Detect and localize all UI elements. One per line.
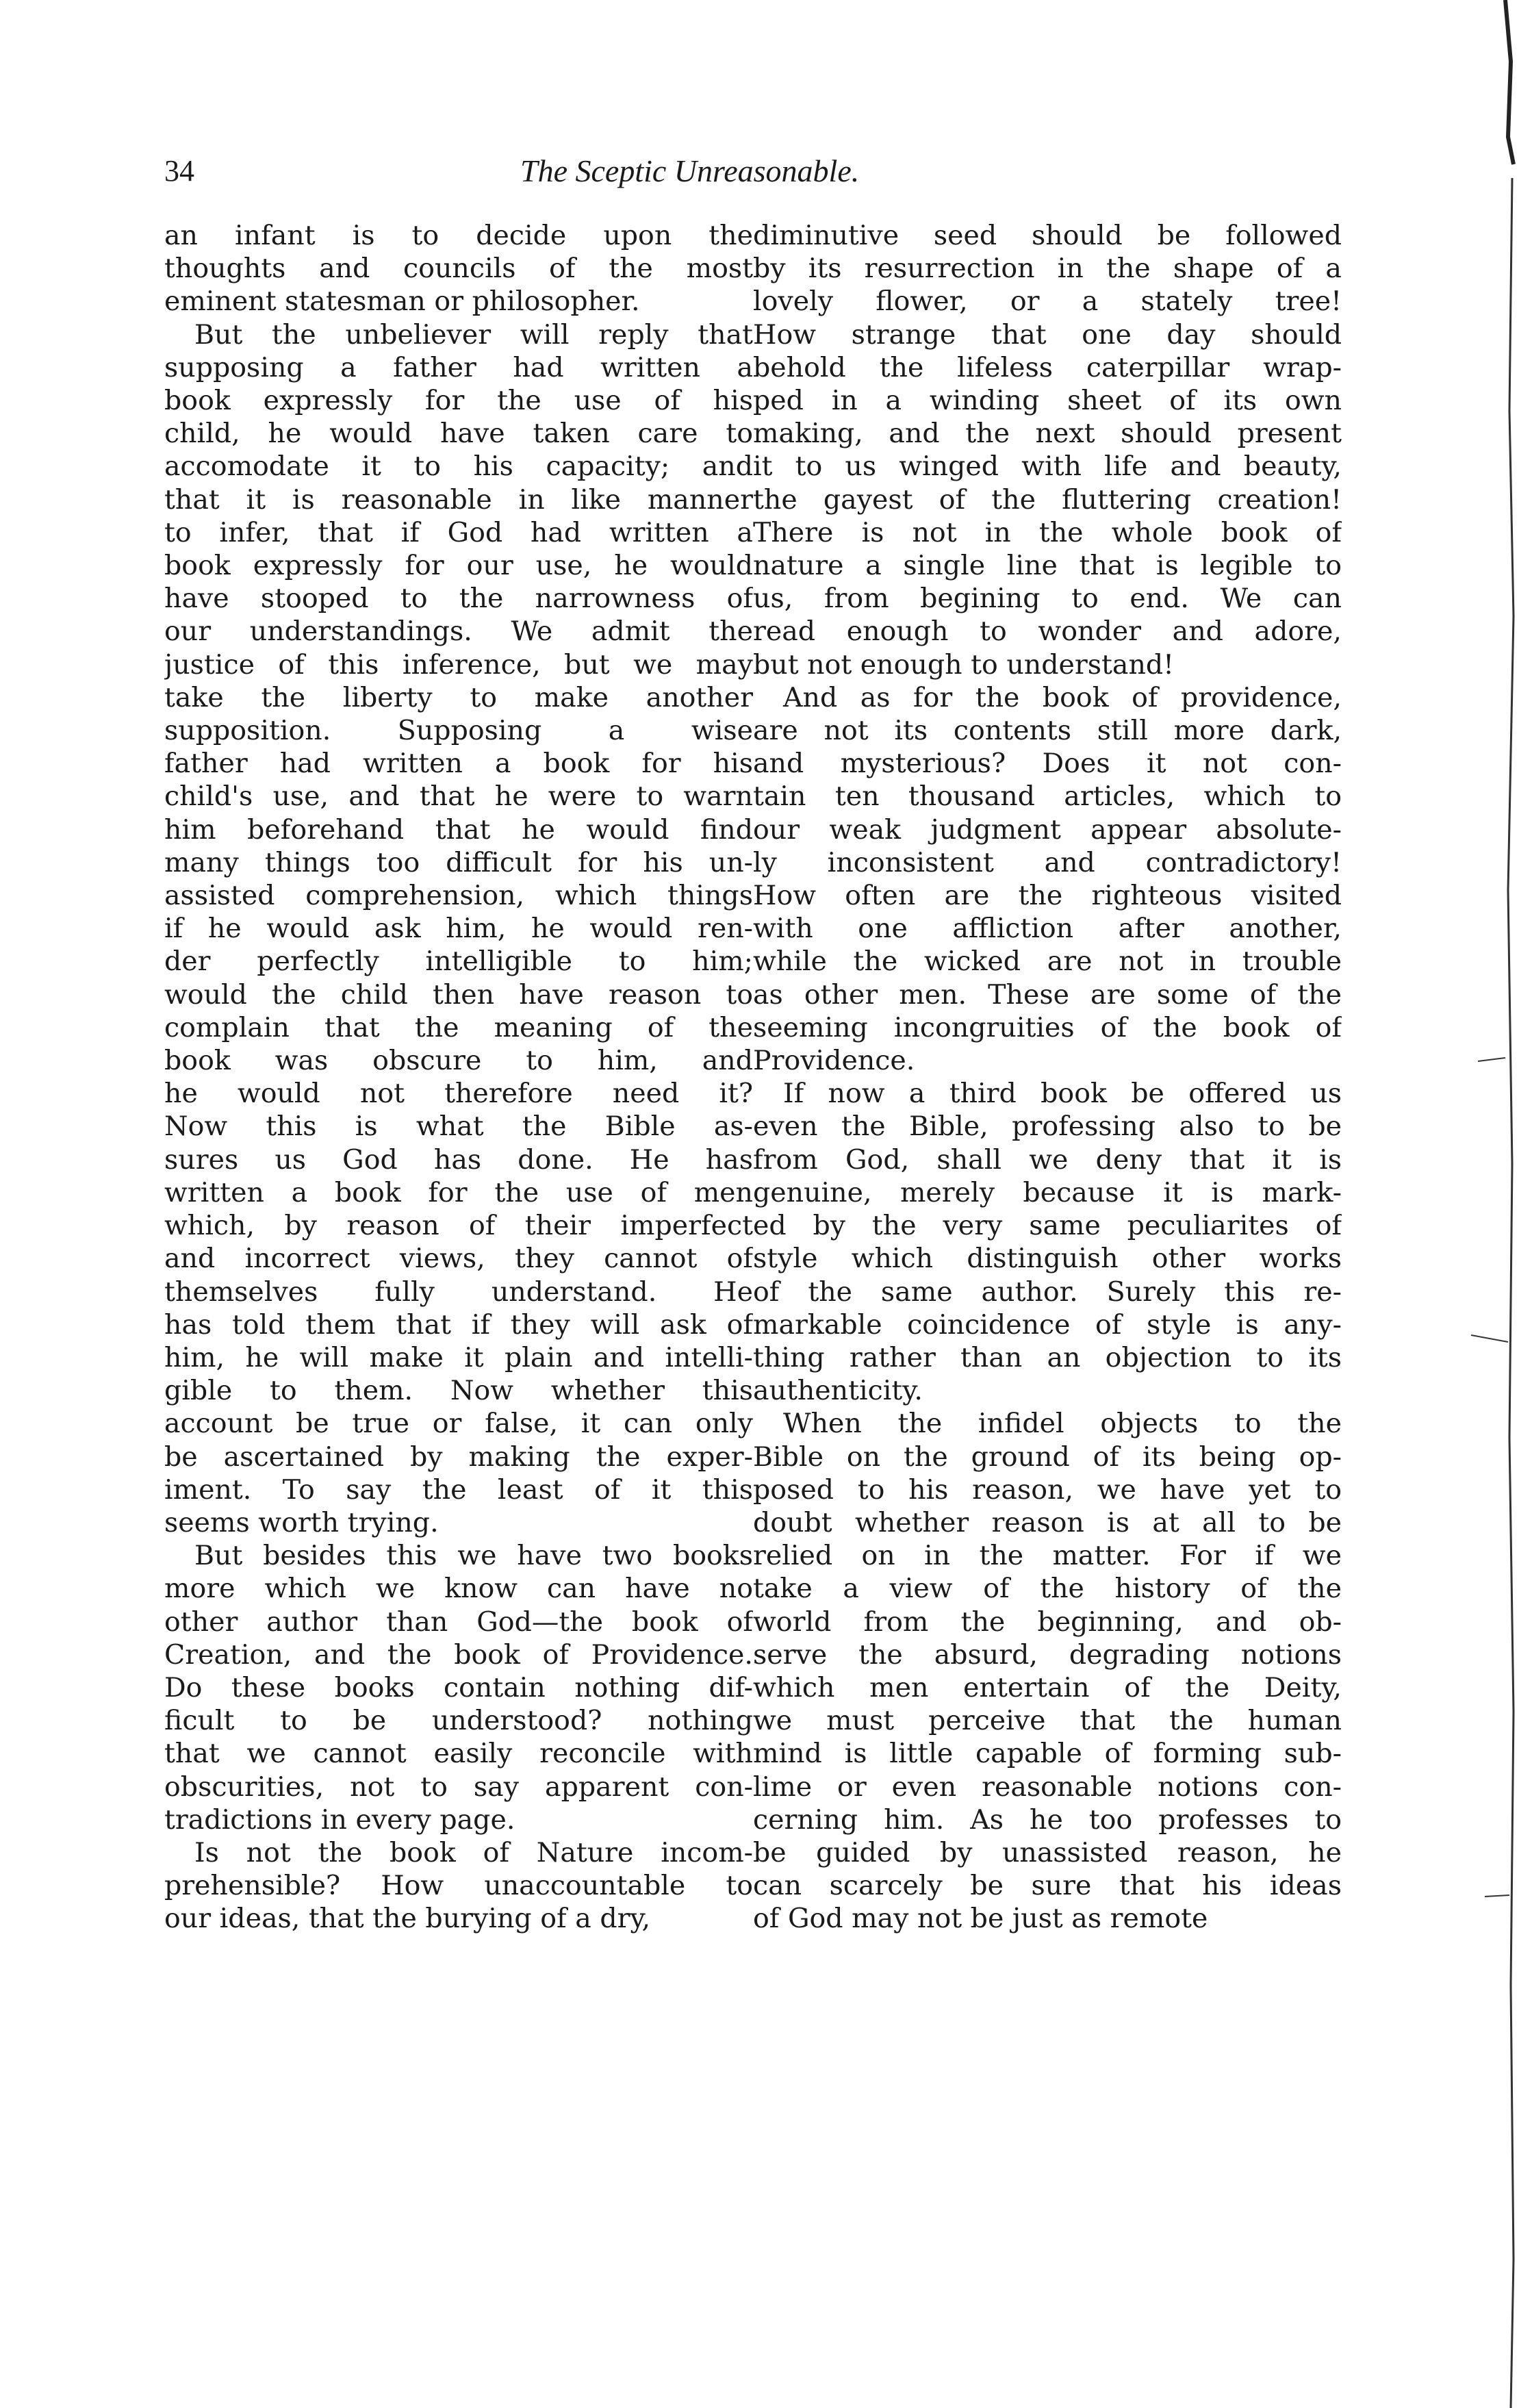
text-line: lime or even reasonable notions con- [753,1771,1342,1803]
text-line: sures us God has done. He has [164,1143,753,1176]
left-paragraph [164,1836,753,1936]
text-line: that we cannot easily reconcile with [164,1738,753,1770]
text-line: Providence. [753,1045,915,1077]
text-line: and mysterious? Does it not con- [753,748,1342,780]
text-line: tain ten thousand articles, which to [753,781,1342,813]
page-number: 34 [164,154,194,188]
text-line: If now a third book be offered us [783,1078,1342,1110]
text-line: would the child then have reason to [164,978,753,1011]
text-line: book was obscure to him, and [164,1045,753,1077]
text-line: ly inconsistent and contradictory! [753,846,1342,878]
text-line: by its resurrection in the shape of a [753,253,1342,285]
text-line: doubt whether reason is at all to be [753,1506,1342,1538]
text-line: mind is little capable of forming sub- [753,1738,1342,1770]
text-line: which men entertain of the Deity, [753,1671,1342,1703]
text-line: with one affliction after another, [753,913,1342,945]
text-line: genuine, merely because it is mark- [753,1176,1342,1208]
left-paragraph [164,318,753,1540]
text-line: many things too difficult for his un- [164,846,753,878]
text-line: prehensible? How unaccountable to [164,1870,753,1902]
text-line: of the same author. Surely this re- [753,1276,1342,1308]
text-line: thoughts and councils of the most [164,253,753,285]
text-line: more which we know can have no [164,1573,753,1605]
text-line: But the unbeliever will reply that [194,318,753,351]
text-line: When the infidel objects to the [783,1408,1342,1440]
text-line: be ascertained by making the exper- [164,1441,753,1473]
text-line: lovely flower, or a stately tree! [753,286,1342,318]
text-line: eminent statesman or philosopher. [164,286,640,318]
text-line: father had written a book for his [164,748,753,780]
text-line: making, and the next should present [753,418,1342,450]
text-line: our understandings. We admit the [164,616,753,648]
text-line: our weak judgment appear absolute- [753,813,1342,846]
right-paragraph [753,1407,1342,1935]
text-line: but not enough to understand! [753,648,1175,681]
text-line: child, he would have taken care to [164,418,753,450]
left-text-column [164,219,753,2273]
text-line: as other men. These are some of the [753,978,1342,1011]
text-line: der perfectly intelligible to him; [164,946,753,978]
text-line: has told them that if they will ask of [164,1308,753,1341]
text-line: behold the lifeless caterpillar wrap- [753,351,1342,383]
text-line: posed to his reason, we have yet to [753,1473,1342,1506]
text-line: iment. To say the least of it this [164,1473,753,1506]
text-line: book expressly for the use of his [164,385,753,417]
text-line: Is not the book of Nature incom- [194,1836,753,1868]
text-line: gible to them. Now whether this [164,1375,753,1407]
right-text-column [753,219,1342,2273]
text-line: Do these books contain nothing dif- [164,1671,753,1703]
text-line: world from the beginning, and ob- [753,1606,1342,1638]
page-header [164,151,1342,199]
text-line: ed by the very same peculiarites of [753,1210,1342,1242]
text-line: of God may not be just as remote [753,1903,1208,1935]
text-line: How strange that one day should [753,318,1342,351]
text-line: take a view of the history of the [753,1573,1342,1605]
text-line: take the liberty to make another [164,681,753,713]
text-line: Bible on the ground of its being op- [753,1441,1342,1473]
text-line: account be true or false, it can only [164,1408,753,1440]
text-line: be guided by unassisted reason, he [753,1836,1342,1868]
text-line: tradictions in every page. [164,1803,515,1836]
text-line: he would not therefore need it? [164,1078,753,1110]
text-line: justice of this inference, but we may [164,648,753,681]
text-line: an infant is to decide upon the [164,220,753,251]
text-line: and incorrect views, they cannot of [164,1243,753,1275]
text-line: style which distinguish other works [753,1243,1342,1275]
text-line: the gayest of the fluttering creation! [753,483,1342,516]
text-line: are not its contents still more dark, [753,715,1342,747]
text-line: authenticity. [753,1375,923,1407]
text-line: child's use, and that he were to warn [164,781,753,813]
text-line: we must perceive that the human [753,1705,1342,1737]
text-line: relied on in the matter. For if we [753,1540,1342,1572]
text-line: even the Bible, professing also to be [753,1111,1342,1143]
text-line: supposition. Supposing a wise [164,715,753,747]
text-line: can scarcely be sure that his ideas [753,1870,1342,1902]
text-line: it to us winged with life and beauty, [753,451,1342,483]
text-line: accomodate it to his capacity; and [164,451,753,483]
text-line: from God, shall we deny that it is [753,1143,1342,1176]
text-line: nature a single line that is legible to [753,550,1342,582]
text-line: How often are the righteous visited [753,880,1342,912]
text-line: him beforehand that he would find [164,813,753,846]
text-line: that it is reasonable in like manner [164,483,753,516]
scan-edge-artifacts [1437,0,1519,2408]
text-line: to infer, that if God had written a [164,516,753,548]
text-line: complain that the meaning of the [164,1011,753,1043]
text-line: markable coincidence of style is any- [753,1308,1342,1341]
text-line: But besides this we have two books [194,1540,753,1572]
text-line: read enough to wonder and adore, [753,616,1342,648]
text-line: Creation, and the book of Providence. [164,1638,753,1671]
text-line: cerning him. As he too professes to [753,1803,1342,1836]
text-line: book expressly for our use, he would [164,550,753,582]
text-line: ficult to be understood? nothing [164,1705,753,1737]
text-line: ped in a winding sheet of its own [753,385,1342,417]
text-line: him, he will make it plain and intelli- [164,1341,753,1373]
text-line: thing rather than an objection to its [753,1341,1342,1373]
text-line: Now this is what the Bible as- [164,1111,753,1143]
text-line: while the wicked are not in trouble [753,946,1342,978]
text-line: have stooped to the narrowness of [164,583,753,615]
text-line: And as for the book of providence, [783,681,1342,713]
right-paragraph [753,219,1342,681]
running-title: The Sceptic Unreasonable. [520,153,860,188]
text-line: serve the absurd, degrading notions [753,1638,1342,1671]
text-line: assisted comprehension, which things [164,880,753,912]
right-paragraph [753,681,1342,1077]
text-line: if he would ask him, he would ren- [164,913,753,945]
text-line: seeming incongruities of the book of [753,1011,1342,1043]
text-line: us, from begining to end. We can [753,583,1342,615]
text-line: seems worth trying. [164,1506,439,1538]
text-line: There is not in the whole book of [753,516,1342,548]
text-line: written a book for the use of men [164,1176,753,1208]
text-line: obscurities, not to say apparent con- [164,1771,753,1803]
text-line: diminutive seed should be followed [753,220,1342,251]
text-line: other author than God—the book of [164,1606,753,1638]
text-line: themselves fully understand. He [164,1276,753,1308]
text-line: our ideas, that the burying of a dry, [164,1903,651,1935]
left-paragraph [164,1539,753,1836]
left-paragraph [164,219,753,318]
text-line: supposing a father had written a [164,351,753,383]
right-paragraph [753,1077,1342,1407]
text-line: which, by reason of their imperfect [164,1210,753,1242]
